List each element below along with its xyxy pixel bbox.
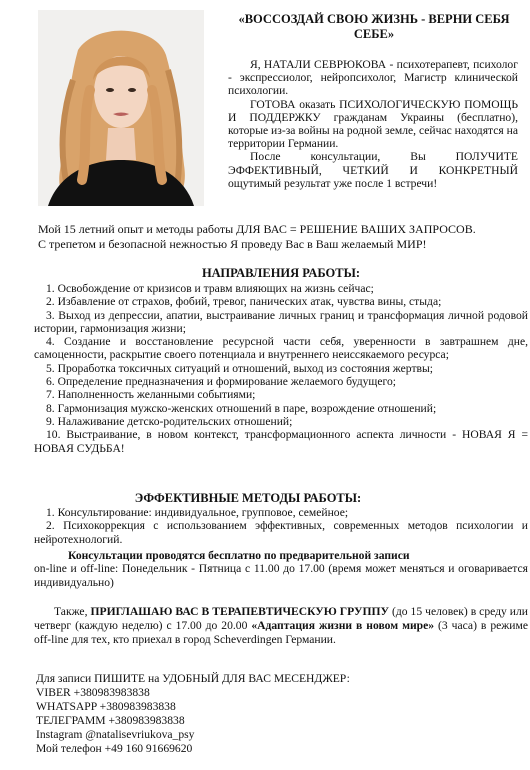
- group-invite-bold: ПРИГЛАШАЮ ВАС В ТЕРАПЕВТИЧЕСКУЮ ГРУППУ: [90, 605, 390, 618]
- methods-heading: ЭФФЕКТИВНЫЕ МЕТОДЫ РАБОТЫ:: [134, 491, 362, 505]
- list-item: 4. Создание и восстановление ресурсной части себя, уверенности в завтрашнем дне, самоценности, раскрытие своего потенциала и внутреннего неиссякаемого ресурса;: [34, 335, 528, 362]
- intro-block: [228, 58, 518, 190]
- list-item: 9. Налаживание детско-родительских отношений;: [46, 414, 293, 428]
- group-text-3: (3 часа) в режиме off-line для тех, кто приехал в город Scheverdingen Германии.: [34, 619, 528, 646]
- experience-line-2: С трепетом и безопасной нежностью Я проведу Вас в Ваш желаемый МИР!: [38, 237, 427, 251]
- list-item: 6. Определение предназначения и формирование желаемого будущего;: [46, 375, 396, 389]
- therapy-group-block: [34, 605, 528, 647]
- contact-telegram: ТЕЛЕГРАММ +380983983838: [36, 714, 185, 727]
- contact-phone: Мой телефон +49 160 91669620: [36, 742, 193, 755]
- experience-block: [38, 222, 524, 252]
- portrait-photo: [38, 10, 204, 206]
- experience-line-1: Мой 15 летний опыт и методы работы ДЛЯ ВАС = РЕШЕНИЕ ВАШИХ ЗАПРОСОВ.: [38, 222, 476, 236]
- contact-whatsapp: WHATSAPP +380983983838: [36, 700, 176, 713]
- list-item: 1. Консультирование: индивидуальное, групповое, семейное;: [46, 506, 349, 519]
- intro-paragraph-2: ГОТОВА оказать ПСИХОЛОГИЧЕСКУЮ ПОМОЩЬ И ПОДДЕРЖКУ гражданам Украины (бесплатно), которые из-за войны на родной земле, сейчас находятся на территории Германии.: [228, 97, 518, 151]
- group-title-bold: «Адаптация жизни в новом мире»: [251, 619, 435, 632]
- list-item: 10. Выстраивание, в новом контекст, трансформационного аспекта личности - НОВАЯ Я = НОВАЯ СУДЬБА!: [34, 428, 528, 455]
- consultation-lead-text: Консультации проводятся бесплатно по предварительной записи: [68, 549, 410, 562]
- list-item: 2. Избавление от страхов, фобий, тревог, панических атак, чувства вины, стыда;: [46, 295, 442, 309]
- methods-list: [34, 506, 528, 546]
- intro-paragraph-3: После консультации, Вы ПОЛУЧИТЕ ЭФФЕКТИВНЫЙ, ЧЕТКИЙ И КОНКРЕТНЫЙ ощутимый результат уже после 1 встречи!: [228, 150, 518, 190]
- flyer-title: «ВОССОЗДАЙ СВОЮ ЖИЗНЬ - ВЕРНИ СЕБЯ СЕБЕ»: [238, 12, 510, 41]
- portrait-photo-icon: [38, 10, 204, 206]
- therapy-group-paragraph: [34, 605, 528, 647]
- contact-instagram: Instagram @natalisevriukova_psy: [36, 728, 195, 741]
- consultation-schedule: on-line и off-line: Понедельник - Пятница с 11.00 до 17.00 (время может меняться и оговаривается индивидуально): [34, 562, 528, 589]
- list-item: 2. Психокоррекция с использованием эффективных, современных методов психологии и нейротехнологий.: [34, 519, 528, 546]
- list-item: 5. Проработка токсичных ситуаций и отношений, выход из состояния жертвы;: [46, 361, 434, 375]
- list-item: 7. Наполненность желанными событиями;: [46, 388, 256, 402]
- group-text-2: (до 15 человек) в среду или четверг (каждую неделю) с 17.00 до 20.00: [34, 605, 528, 632]
- consultation-block: [34, 549, 528, 589]
- list-item: 1. Освобождение от кризисов и травм влияющих на жизнь сейчас;: [46, 282, 374, 295]
- group-text-1: Также,: [54, 605, 91, 618]
- contacts-block: [36, 672, 516, 756]
- list-item: 8. Гармонизация мужско-женских отношений в паре, возрождение отношений;: [46, 401, 437, 415]
- consultation-lead: [34, 549, 528, 562]
- list-item: 3. Выход из депрессии, апатии, выстраивание личных границ и трансформация личной родовой истории, гармонизация жизни;: [34, 308, 528, 335]
- directions-heading: НАПРАВЛЕНИЯ РАБОТЫ:: [201, 266, 361, 280]
- intro-paragraph-1: Я, НАТАЛИ СЕВРЮКОВА - психотерапевт, психолог - экспрессиолог, нейропсихолог, Магистр клинической психологии.: [228, 58, 518, 98]
- contact-viber: VIBER +380983983838: [36, 686, 150, 699]
- contacts-intro: Для записи ПИШИТЕ на УДОБНЫЙ ДЛЯ ВАС МЕСЕНДЖЕР:: [36, 672, 350, 685]
- directions-list: [34, 282, 528, 455]
